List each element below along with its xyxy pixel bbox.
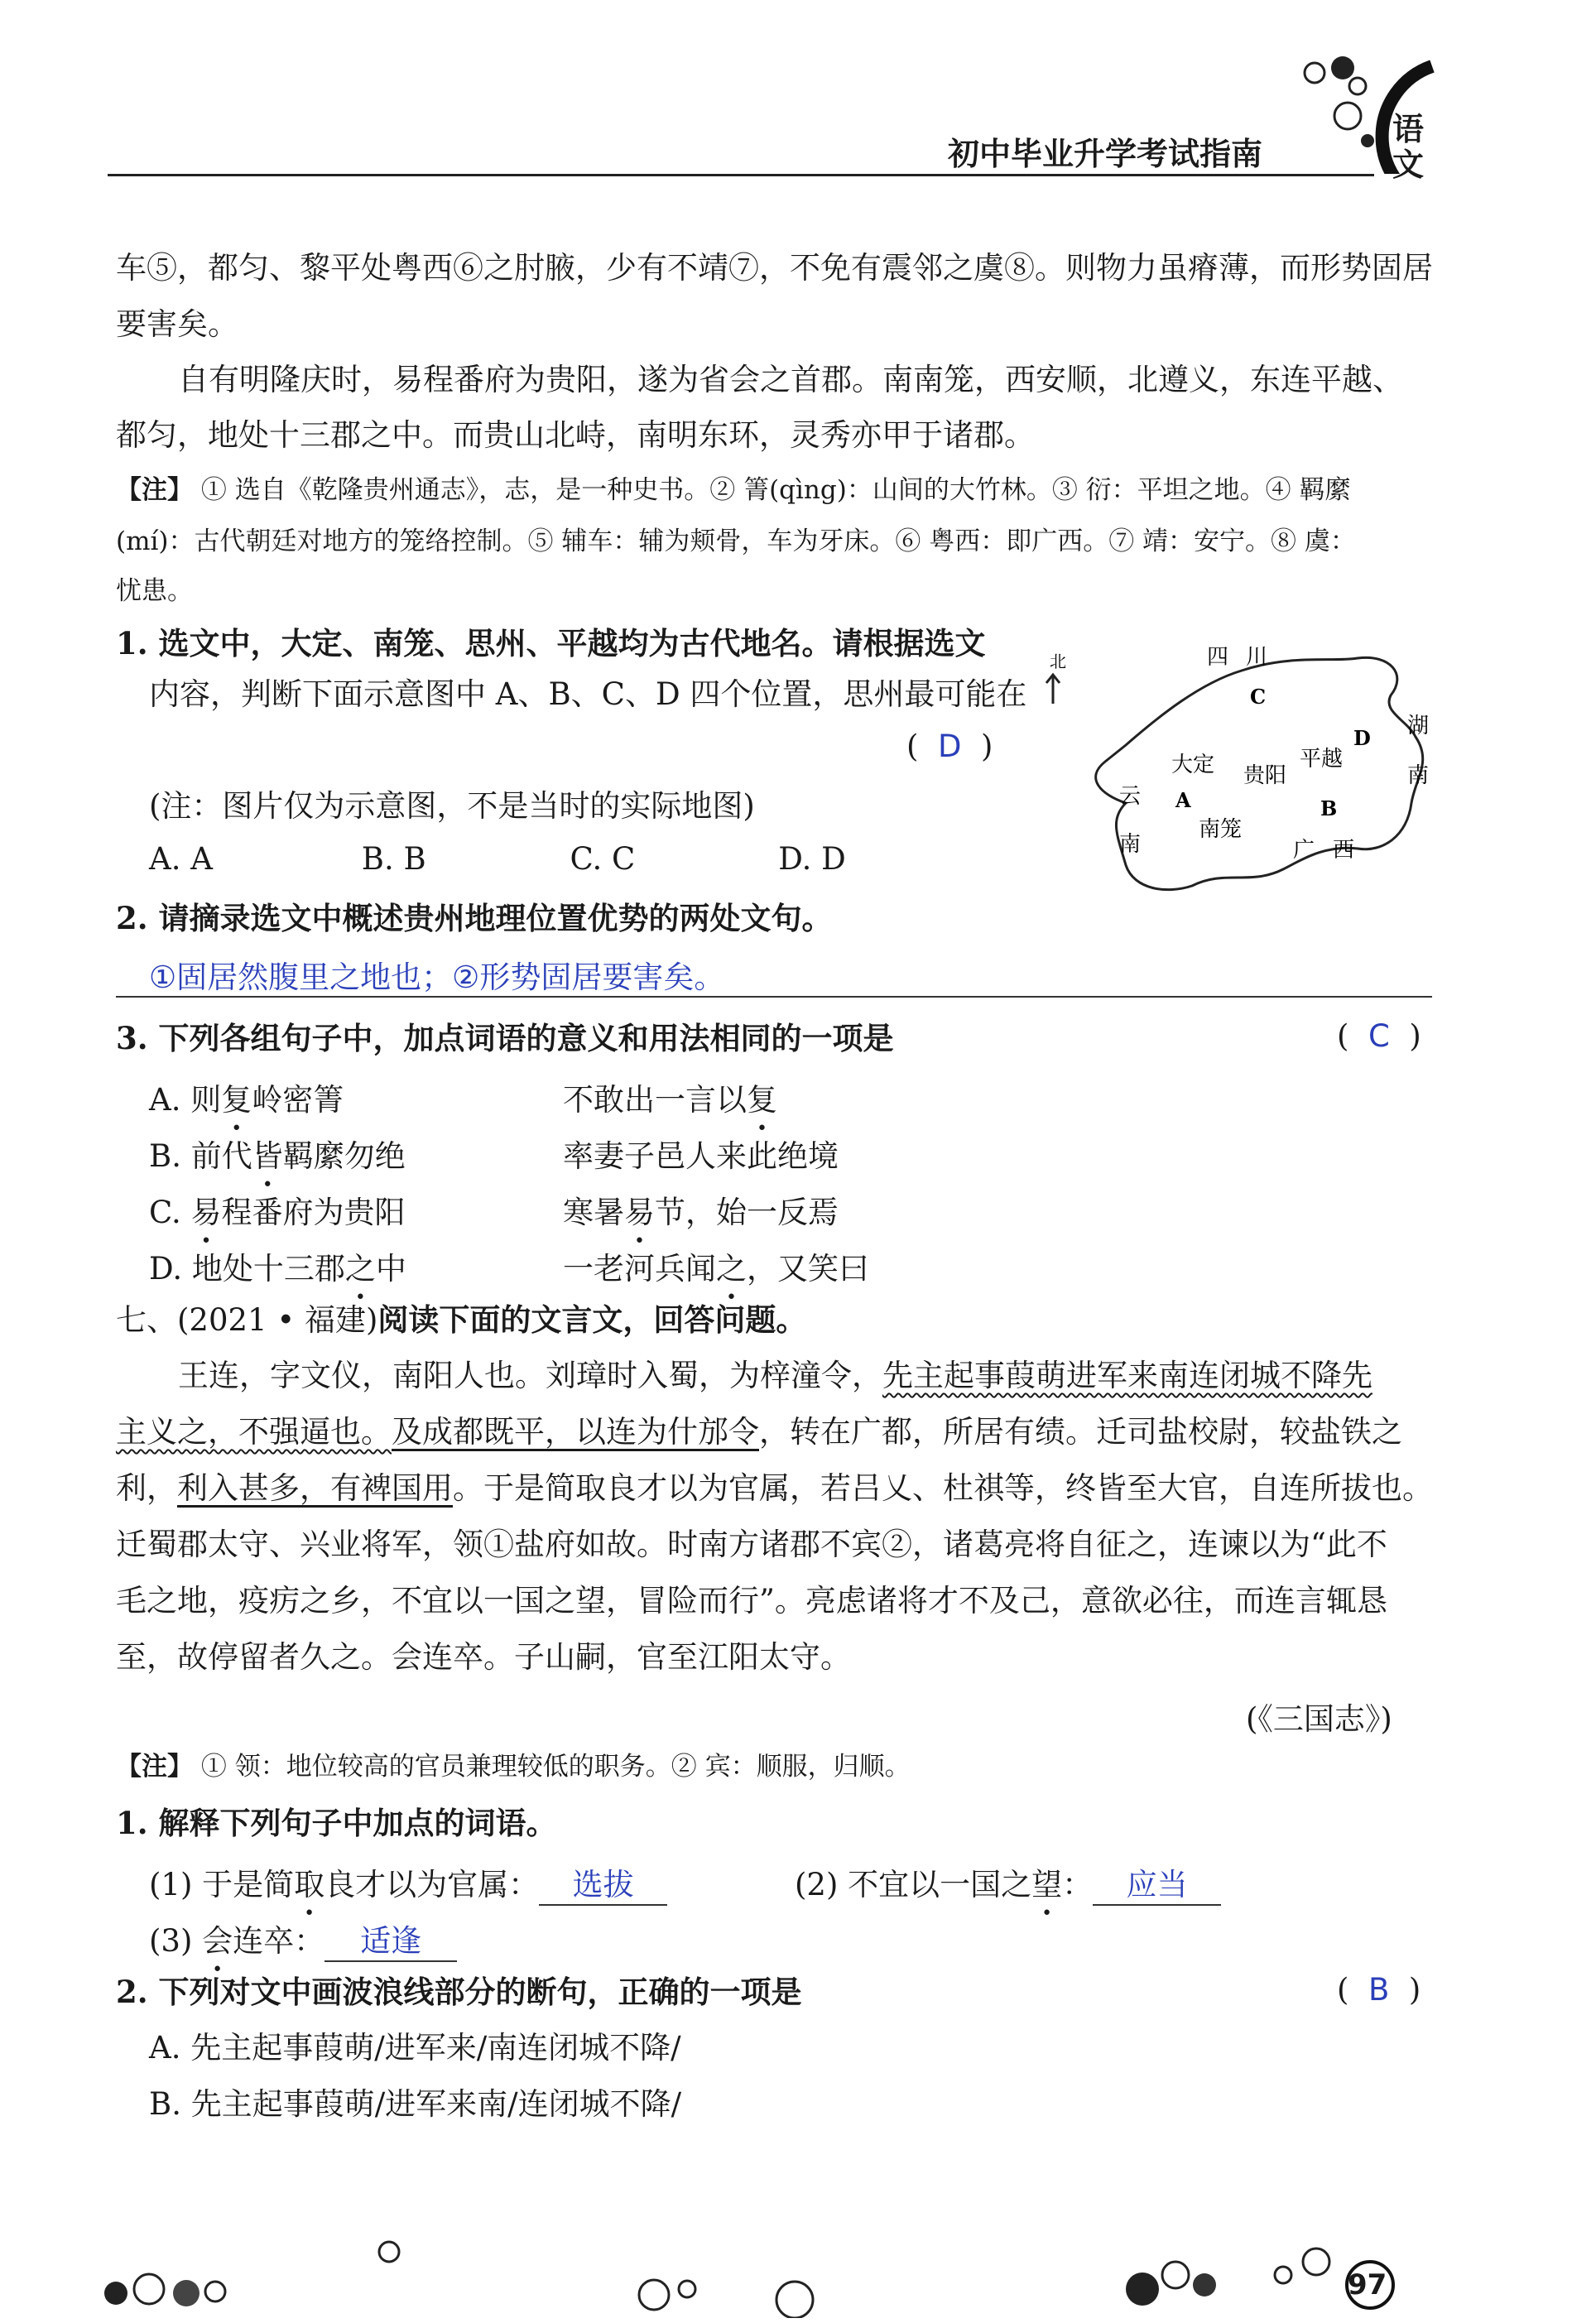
fill-item xyxy=(795,1859,1221,1906)
option-b[interactable]: B. 先主起事葭萌/进军来南/连闭城不降/ xyxy=(149,2086,682,2122)
fill-text: 良才以为官属： xyxy=(324,1867,540,1902)
q3-option-row xyxy=(149,1187,406,1232)
dotted-word: 取 xyxy=(294,1867,325,1902)
passage-line: 都匀，地处十三郡之中。而贵山北峙，南明东环，灵秀亦甲于诸郡。 xyxy=(116,417,1035,453)
question-stem: 2. 请摘录选文中概述贵州地理位置优势的两处文句。 xyxy=(116,900,833,936)
answer-line xyxy=(116,996,1432,998)
question-stem: 内容，判断下面示意图中 A、B、C、D 四个位置，思州最可能在 xyxy=(149,676,1027,712)
answer-text: ①固居然腹里之地也；②形势固居要害矣。 xyxy=(149,960,725,995)
dotted-word: 之 xyxy=(716,1251,747,1287)
option-d[interactable]: D. D xyxy=(778,841,846,877)
question-note: (注：图片仅为示意图，不是当时的实际地图) xyxy=(149,788,755,824)
note-text: (mí)：古代朝廷对地方的笼络控制。⑤ 辅车：辅为颊骨，车为牙床。⑥ 粤西：即广西。⑦ 靖：安宁。⑧ 虞： xyxy=(116,527,1356,556)
note-label: 【注】 xyxy=(116,1752,193,1782)
option-b[interactable]: B. B xyxy=(361,841,426,877)
north-arrow-icon xyxy=(1046,675,1060,704)
question-stem: 3. 下列各组句子中，加点词语的意义和用法相同的一项是 xyxy=(116,1020,894,1056)
opt-text: 节，始一反焉 xyxy=(655,1195,839,1230)
q3-option-row xyxy=(563,1131,839,1176)
opt-text: 不敢出一言以 xyxy=(563,1082,747,1118)
map-point: D xyxy=(1353,726,1371,750)
guizhou-map xyxy=(1026,637,1457,902)
answer-blank[interactable]: 适逢 xyxy=(324,1916,457,1962)
opt-text: 中 xyxy=(375,1251,406,1287)
note-text: 忧患。 xyxy=(116,576,193,606)
q3-option-row xyxy=(149,1131,406,1176)
underlined-text: 及成都既平，以连为什邡令 xyxy=(392,1414,759,1450)
passage-text: 利， xyxy=(116,1470,177,1506)
map-point: A xyxy=(1175,788,1191,812)
passage-line: 车⑤，都匀、黎平处粤西⑥之肘腋，少有不靖⑦，不免有震邻之虞⑧。则物力虽瘠薄，而形势固居 xyxy=(116,250,1433,286)
opt-text: D. 地处十三郡 xyxy=(149,1251,345,1287)
map-point: C xyxy=(1250,685,1267,709)
options-row xyxy=(149,841,846,877)
dotted-word: 望 xyxy=(1031,1867,1063,1902)
map-label: 云 xyxy=(1119,784,1142,809)
opt-text: C. xyxy=(149,1195,191,1230)
dotted-word: 之 xyxy=(344,1251,376,1287)
question-stem: 1. 解释下列句子中加点的词语。 xyxy=(116,1805,557,1841)
answer-paren: ( C ) xyxy=(1337,1018,1421,1054)
wavy-text: 主义之，不强逼也。 xyxy=(116,1414,392,1450)
map-north-label: 北 xyxy=(1050,652,1066,671)
option-c[interactable]: C. C xyxy=(570,841,636,877)
page-number: 97 xyxy=(1348,2268,1387,2301)
answer-blank[interactable]: 选拔 xyxy=(539,1859,667,1906)
map-label: 四 xyxy=(1207,645,1229,670)
header-title: 初中毕业升学考试指南 xyxy=(948,135,1263,172)
map-label: 大定 xyxy=(1171,753,1215,777)
opt-text: 寒暑 xyxy=(563,1195,624,1230)
section-title: 阅读下面的文言文，回答问题。 xyxy=(377,1301,807,1338)
opt-text: 率妻子邑人来此绝境 xyxy=(563,1138,839,1174)
question-stem: 2. 下列对文中画波浪线部分的断句，正确的一项是 xyxy=(116,1974,802,2010)
q3-option-row xyxy=(149,1243,406,1288)
opt-text: A. 则 xyxy=(149,1082,222,1118)
answer-text: C xyxy=(1368,1018,1390,1054)
passage-text: 。于是简取良才以为官属，若吕乂、杜祺等，终皆至大官，自连所拔也。 xyxy=(453,1470,1433,1506)
fill-text: (1) 于是简 xyxy=(149,1867,295,1902)
question-stem: 1. 选文中，大定、南笼、思州、平越均为古代地名。请根据选文 xyxy=(116,625,986,661)
opt-text: ，又笑曰 xyxy=(747,1251,869,1287)
dotted-word: 皆 xyxy=(252,1138,283,1174)
q3-option-row xyxy=(149,1075,344,1119)
wavy-text: 先主起事葭萌进军来南连闭城不降先 xyxy=(882,1358,1372,1393)
fill-text: (2) 不宜以一国之 xyxy=(795,1867,1032,1902)
opt-text: 岭密箐 xyxy=(252,1082,344,1118)
opt-text: 羁縻勿绝 xyxy=(282,1138,406,1174)
section-number: 七、(2021 • 福建) xyxy=(116,1302,378,1338)
map-label: 西 xyxy=(1333,838,1355,863)
passage-text: ，转在广都，所居有绩。迁司盐校尉，较盐铁之 xyxy=(759,1414,1402,1450)
answer-paren: ( B ) xyxy=(1337,1972,1421,2008)
map-label: 广 xyxy=(1293,838,1315,863)
fill-item xyxy=(149,1859,667,1906)
map-label: 南 xyxy=(1407,763,1430,788)
subject-char-1: 语 xyxy=(1392,110,1425,147)
underlined-text: 利入甚多，有裨国用 xyxy=(177,1470,453,1506)
map-label: 南 xyxy=(1119,832,1142,857)
dotted-word: 复 xyxy=(747,1082,777,1118)
fill-text: ： xyxy=(1062,1867,1094,1902)
map-label: 南笼 xyxy=(1199,817,1243,842)
answer-text: B xyxy=(1368,1972,1390,2008)
subject-char-2: 文 xyxy=(1392,146,1425,183)
map-label: 湖 xyxy=(1407,714,1430,738)
opt-text: B. 前代 xyxy=(149,1138,252,1174)
note-label: 【注】 xyxy=(116,475,193,505)
map-label: 贵阳 xyxy=(1243,763,1287,788)
map-point: B xyxy=(1320,796,1338,820)
map-label: 平越 xyxy=(1300,747,1344,772)
note-text: ① 选自《乾隆贵州通志》，志，是一种史书。② 箐(qìng)：山间的大竹林。③ 衍：平坦之地。④ 羁縻 xyxy=(200,475,1351,505)
note-text: ① 领：地位较高的官员兼理较低的职务。② 宾：顺服，归顺。 xyxy=(200,1752,911,1782)
dotted-word: 易 xyxy=(190,1195,222,1230)
answer-text: D xyxy=(937,729,962,764)
passage-line: 要害矣。 xyxy=(116,306,238,342)
passage-line: 迁蜀郡太守、兴业将军，领①盐府如故。时南方诸郡不宾②，诸葛亮将自征之，连谏以为“此不 xyxy=(116,1527,1387,1562)
answer-blank[interactable]: 应当 xyxy=(1093,1859,1221,1906)
answer-paren: ( D ) xyxy=(906,729,993,764)
option-a[interactable]: A. A xyxy=(149,841,213,877)
header-rule xyxy=(108,174,1374,176)
fill-text: 连卒： xyxy=(233,1923,325,1959)
q3-option-row xyxy=(563,1243,869,1288)
passage-line: 至，故停留者久之。会连卒。子山嗣，官至江阳太守。 xyxy=(116,1639,851,1675)
dotted-word: 易 xyxy=(624,1195,655,1230)
passage-line: 毛之地，疫疠之乡，不宜以一国之望，冒险而行”。亮虑诸将才不及己，意欲必往，而连言辄恳 xyxy=(116,1583,1387,1618)
dotted-word: 复 xyxy=(221,1082,252,1118)
dotted-word: 会 xyxy=(202,1923,233,1959)
q3-option-row xyxy=(563,1187,839,1232)
q3-option-row xyxy=(563,1075,777,1119)
source-citation: (《三国志》) xyxy=(1246,1701,1392,1737)
fill-text: (3) xyxy=(149,1923,203,1959)
option-a[interactable]: A. 先主起事葭萌/进军来/南连闭城不降/ xyxy=(149,2030,681,2066)
map-label: 川 xyxy=(1246,645,1268,670)
passage-text: 王连，字文仪，南阳人也。刘璋时入蜀，为梓潼令， xyxy=(178,1358,882,1393)
opt-text: 一老河兵闻 xyxy=(563,1251,716,1287)
passage-line: 自有明隆庆时，易程番府为贵阳，遂为省会之首郡。南南笼，西安顺，北遵义，东连平越、 xyxy=(178,362,1403,397)
opt-text: 程番府为贵阳 xyxy=(221,1195,406,1230)
fill-item xyxy=(149,1916,457,1962)
